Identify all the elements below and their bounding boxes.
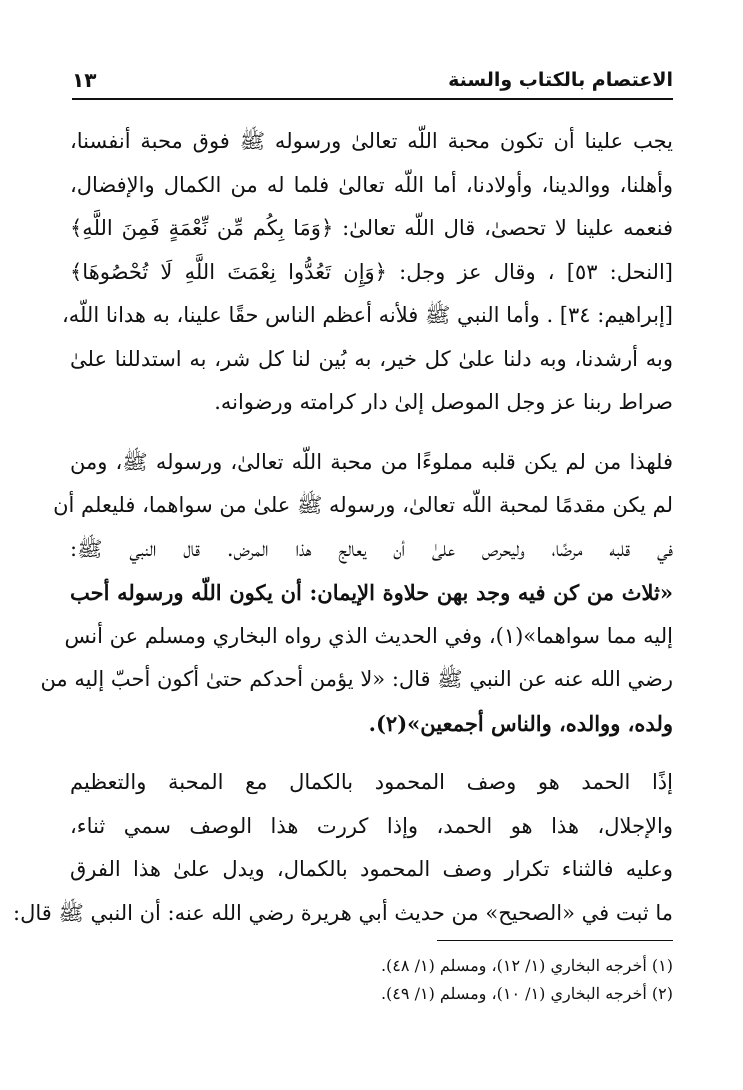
paragraph-3 [13,761,673,935]
page-number: ١٣ [72,68,97,92]
text-line: [النحل: ٥٣] ، وقال عز وجل: ﴿وَإِن تَعُدُّوا نِعْمَتَ اللَّهِ لَا تُحْصُوهَا﴾ [70,259,673,284]
text-line: وعليه فالثناء تكرار وصف المحمود بالكمال، ويدل علىٰ هذا الفرق [70,857,673,881]
text-line: رضي الله عنه عن النبي ﷺ قال: «لا يؤمن أحدكم حتىٰ أكون أحبّ إليه من [40,667,673,691]
text-line: في قلبه مرضًا، وليحرص علىٰ أن يعالج هذا المرض. قال النبي ﷺ: [70,536,673,561]
text-line: إذًا الحمد هو وصف المحمود بالكمال مع المحبة والتعظيم [70,770,673,794]
text-line: فنعمه علينا لا تحصىٰ، قال اللّه تعالىٰ: ﴿وَمَا بِكُم مِّن نِّعْمَةٍ فَمِنَ اللَّهِ﴾ [70,216,673,240]
footnotes [70,952,673,1008]
header-rule [72,98,673,100]
footnote-2: (٢) أخرجه البخاري (١/ ١٠)، ومسلم (١/ ٤٩). [380,984,673,1003]
text-line: إليه مما سواهما»(١)، وفي الحديث الذي رواه البخاري ومسلم عن أنس [64,623,673,648]
paragraph-1 [61,120,673,425]
text-line: لم يكن مقدمًا لمحبة اللّه تعالىٰ، ورسوله ﷺ علىٰ من سواهما، فليعلم أن [53,493,673,517]
footnote-1: (١) أخرجه البخاري (١/ ١٢)، ومسلم (١/ ٤٨). [380,956,673,975]
text-line: ما ثبت في «الصحيح» من حديث أبي هريرة رضي الله عنه: أن النبي ﷺ قال: [13,900,673,925]
paragraph-2 [40,441,673,746]
text-line: فلهذا من لم يكن قلبه مملوءًا من محبة اللّه تعالىٰ، ورسوله ﷺ، ومن [70,449,673,474]
footnote-rule [437,940,673,941]
running-title: الاعتصام بالكتاب والسنة [448,69,673,91]
text-line: وأهلنا، ووالدينا، وأولادنا، أما اللّه تعالىٰ فلما له من الكمال والإفضال، [70,172,673,197]
text-line: يجب علينا أن تكون محبة اللّه تعالىٰ ورسوله ﷺ فوق محبة أنفسنا، [70,129,673,153]
text-line: والإجلال، هذا هو الحمد، وإذا كررت هذا الوصف سمي ثناء، [70,813,673,838]
page-body [13,120,673,935]
hadith-line: «ثلاث من كن فيه وجد بهن حلاوة الإيمان: أن يكون اللّه ورسوله أحب [70,580,673,605]
running-header [72,62,673,98]
text-line: [إبراهيم: ٣٤] . وأما النبي ﷺ فلأنه أعظم الناس حقًا علينا، به هدانا اللّه، [61,303,673,327]
text-line: وبه أرشدنا، وبه دلنا علىٰ كل خير، به بُين لنا كل شر، به استدللنا علىٰ [70,346,673,371]
text-line: صراط ربنا عز وجل الموصل إلىٰ دار كرامته ورضوانه. [214,390,673,414]
hadith-line: ولده، ووالده، والناس أجمعين»(٢). [368,710,673,736]
